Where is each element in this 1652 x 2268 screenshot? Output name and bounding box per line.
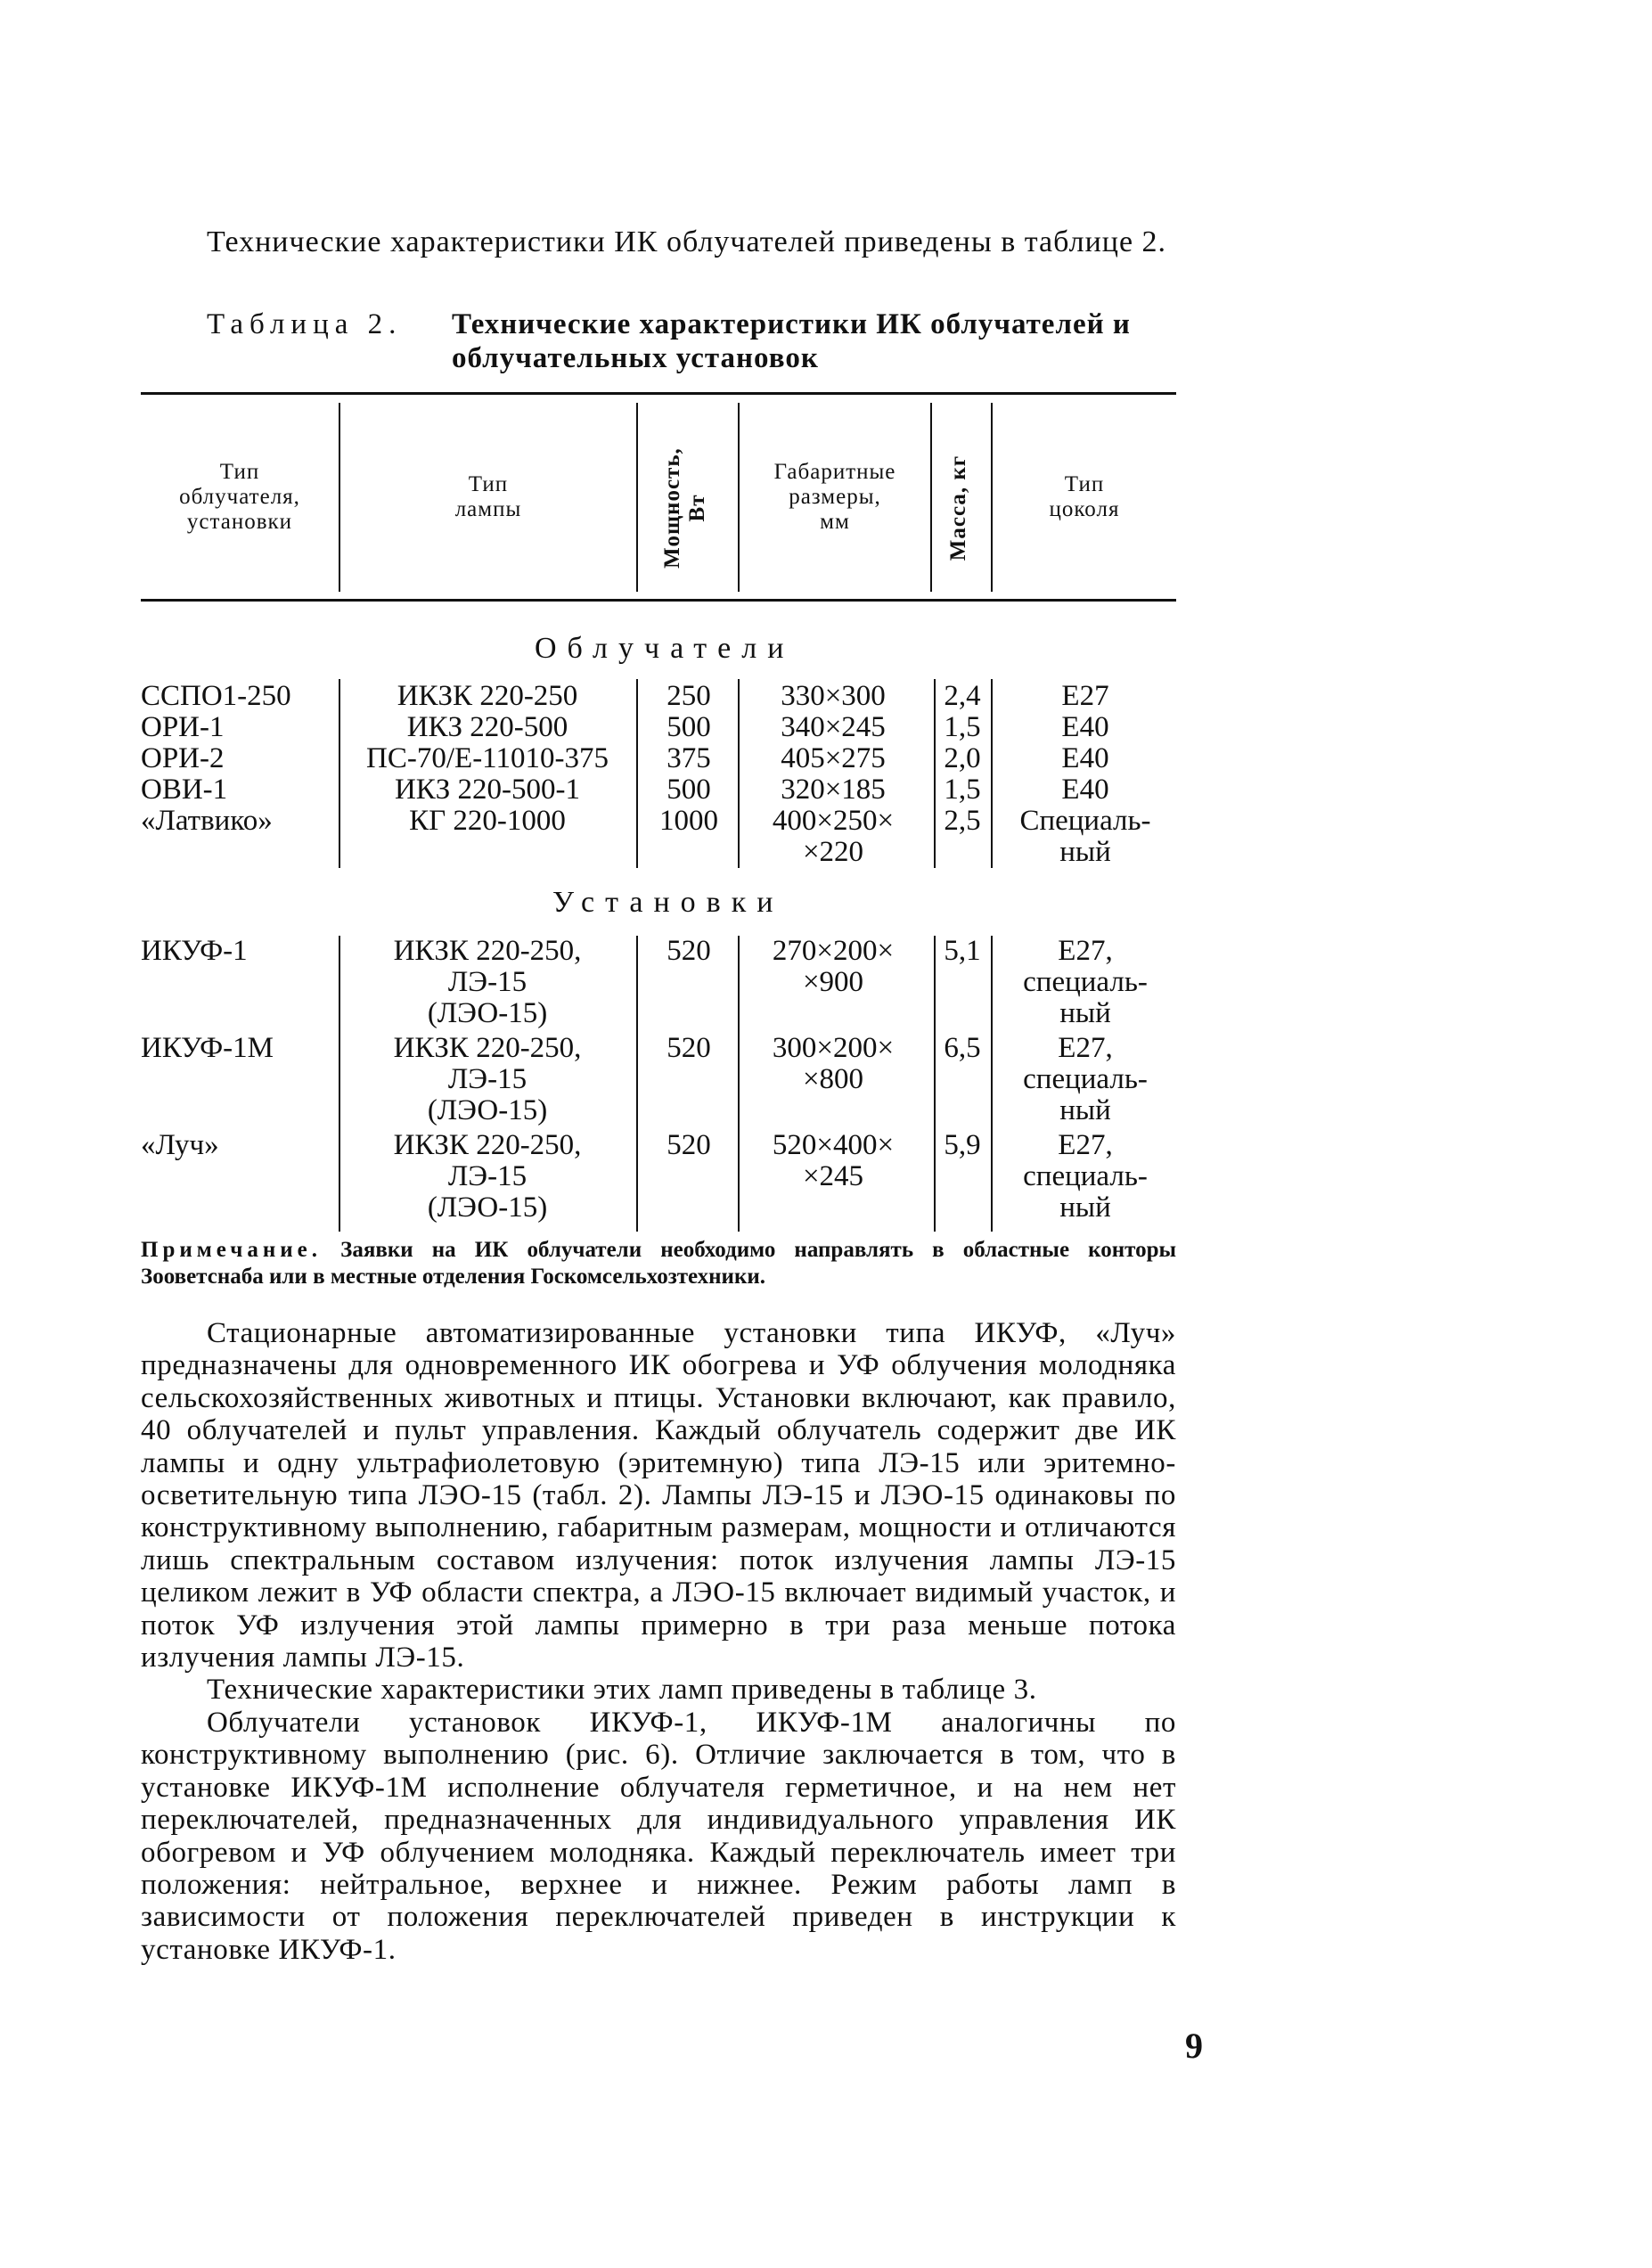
note-label: Примечание. [141, 1238, 323, 1262]
cell-type: «Луч» [141, 1129, 219, 1161]
header-power-line: Мощность, [660, 447, 684, 569]
cell-type: ОВИ-1 [141, 774, 228, 806]
cell-mass: 2,4 [944, 680, 981, 712]
header-base [993, 403, 1176, 592]
header-dims-line: Габаритные [773, 460, 896, 484]
body-divider [934, 936, 936, 1232]
cell-line: 300×200× [772, 1032, 895, 1064]
header-lamp [340, 403, 636, 592]
cell-mass: 5,9 [944, 1129, 981, 1161]
cell-dims [740, 1033, 927, 1095]
cell-lamp: ИКЗ 220-500 [406, 711, 568, 743]
body-divider [636, 679, 638, 868]
page-number: 9 [1185, 2026, 1203, 2066]
cell-dims [740, 806, 927, 868]
table-caption-title: Технические характеристики ИК облучателей и облучательных установок [452, 308, 1131, 374]
cell-power: 520 [667, 1129, 711, 1161]
cell-line: ×220 [802, 836, 864, 868]
cell-line: ный [1059, 997, 1111, 1029]
cell-line: 270×200× [772, 935, 895, 967]
header-type-line: Тип [219, 460, 260, 484]
cell-line: ИКЗК 220-250, [393, 1032, 582, 1064]
table-header-rule [141, 599, 1176, 602]
cell-line: Е27, [1058, 1032, 1113, 1064]
cell-base [996, 936, 1174, 1029]
cell-base: Е40 [1061, 774, 1109, 806]
cell-type: ОРИ-1 [141, 711, 225, 743]
cell-line: Е27, [1058, 935, 1113, 967]
header-dims-line: мм [820, 510, 850, 534]
header-type-line: установки [186, 510, 293, 534]
cell-line: ×900 [802, 966, 864, 998]
note-text: Заявки на ИК облучатели необходимо направлять в областные конторы Зооветснаба или в местные отделения Госкомсельхозтехники. [141, 1238, 1176, 1289]
table-caption [207, 307, 1187, 375]
cell-line: (ЛЭО-15) [427, 1094, 548, 1126]
cell-lamp: ИКЗК 220-250 [397, 680, 578, 712]
table-note [141, 1237, 1176, 1290]
cell-line: ЛЭ-15 [447, 1063, 527, 1095]
cell-base [996, 1033, 1174, 1126]
cell-base: Е40 [1061, 742, 1109, 774]
cell-power: 250 [667, 680, 711, 712]
cell-power: 500 [667, 711, 711, 743]
header-dims [740, 403, 930, 592]
cell-power: 520 [667, 1032, 711, 1064]
header-power [660, 419, 714, 597]
cell-line: ИКЗК 220-250, [393, 935, 582, 967]
header-type [141, 403, 339, 592]
cell-line: Е27, [1058, 1129, 1113, 1161]
cell-mass: 1,5 [944, 711, 981, 743]
cell-lamp [340, 1130, 634, 1224]
section-title-installations: Установки [552, 886, 784, 919]
header-type-line: облучателя, [179, 485, 300, 509]
cell-mass: 5,1 [944, 935, 981, 967]
header-base-line: цоколя [1049, 497, 1120, 521]
cell-mass: 1,5 [944, 774, 981, 806]
cell-power: 1000 [659, 805, 718, 837]
cell-lamp: КГ 220-1000 [409, 805, 566, 837]
cell-dims: 405×275 [781, 742, 886, 774]
header-dims-line: размеры, [789, 485, 881, 509]
cell-base [996, 806, 1174, 868]
cell-line: 400×250× [772, 805, 895, 837]
cell-line: (ЛЭО-15) [427, 997, 548, 1029]
cell-power: 500 [667, 774, 711, 806]
cell-mass: 6,5 [944, 1032, 981, 1064]
header-lamp-line: лампы [454, 497, 522, 521]
cell-dims [740, 1130, 927, 1192]
cell-dims: 320×185 [781, 774, 886, 806]
section-title-irradiators: Облучатели [535, 632, 795, 665]
cell-line: ИКЗК 220-250, [393, 1129, 582, 1161]
header-power-line: Вт [685, 494, 709, 522]
cell-lamp: ПС-70/Е-11010-375 [366, 742, 609, 774]
body-paragraph: Стационарные автоматизированные установки типа ИКУФ, «Луч» предназначены для одновременного ИК обогрева и УФ облучения молодняка сельскохозяйственных животных и птицы. Установки включают, как правило, 40 облучателей и пульт управления. Каждый облучатель содержит две ИК лампы и одну ультрафиолетовую (эритемную) типа ЛЭ-15 или эритемно-осветительную типа ЛЭО-15 (табл. 2). Лампы ЛЭ-15 и ЛЭО-15 одинаковы по конструктивному выполнению, габаритным размерам, мощности и отличаются лишь спектральным составом излучения: поток излучения лампы ЛЭ-15 целиком лежит в УФ области спектра, а ЛЭО-15 включает видимый участок, и поток УФ излучения этой лампы примерно в три раза меньше потока излучения лампы ЛЭ-15. [141, 1317, 1176, 1674]
cell-dims: 330×300 [781, 680, 886, 712]
cell-mass: 2,0 [944, 742, 981, 774]
cell-line: ЛЭ-15 [447, 1160, 527, 1192]
header-divider [636, 403, 638, 592]
cell-base [996, 1130, 1174, 1224]
cell-line: ×800 [802, 1063, 864, 1095]
header-mass: Масса, кг [946, 454, 970, 561]
table-caption-label: Таблица 2. [207, 308, 403, 340]
cell-line: (ЛЭО-15) [427, 1191, 548, 1224]
body-text [141, 1317, 1176, 1966]
table-top-rule [141, 392, 1176, 395]
cell-dims: 340×245 [781, 711, 886, 743]
cell-lamp: ИКЗ 220-500-1 [394, 774, 581, 806]
cell-line: ЛЭ-15 [447, 966, 527, 998]
cell-base: Е27 [1061, 680, 1109, 712]
cell-type: ИКУФ-1 [141, 935, 248, 967]
cell-type: ОРИ-2 [141, 742, 225, 774]
intro-paragraph: Технические характеристики ИК облучателей приведены в таблице 2. [207, 225, 1167, 258]
cell-line: 520×400× [772, 1129, 895, 1161]
cell-lamp [340, 1033, 634, 1126]
cell-line: Специаль- [1019, 805, 1151, 837]
cell-line: специаль- [1023, 1160, 1148, 1192]
body-divider [636, 936, 638, 1232]
cell-line: ный [1059, 1191, 1111, 1224]
cell-line: ный [1059, 836, 1111, 868]
header-lamp-line: Тип [468, 472, 509, 496]
cell-dims [740, 936, 927, 998]
body-divider [991, 936, 993, 1232]
cell-line: ный [1059, 1094, 1111, 1126]
header-base-line: Тип [1064, 472, 1105, 496]
cell-power: 520 [667, 935, 711, 967]
header-divider [930, 403, 932, 592]
cell-type: ИКУФ-1М [141, 1032, 274, 1064]
cell-mass: 2,5 [944, 805, 981, 837]
cell-line: специаль- [1023, 966, 1148, 998]
body-divider [991, 679, 993, 868]
cell-type: ССПО1-250 [141, 680, 291, 712]
cell-type: «Латвико» [141, 805, 273, 837]
cell-lamp [340, 936, 634, 1029]
cell-power: 375 [667, 742, 711, 774]
cell-line: ×245 [802, 1160, 864, 1192]
cell-base: Е40 [1061, 711, 1109, 743]
body-paragraph: Технические характеристики этих ламп приведены в таблице 3. [207, 1674, 1037, 1707]
body-paragraph: Облучатели установок ИКУФ-1, ИКУФ-1М аналогичны по конструктивному выполнению (рис. 6). Отличие заключается в том, что в установке ИКУФ-1М исполнение облучателя герметичное, и на нем нет переключателей, предназначенных для индивидуального управления ИК обогревом и УФ облучением молодняка. Каждый переключатель имеет три положения: нейтральное, верхнее и нижнее. Режим работы ламп в зависимости от положения переключателей приведен в инструкции к установке ИКУФ-1. [141, 1706, 1176, 1966]
cell-line: специаль- [1023, 1063, 1148, 1095]
